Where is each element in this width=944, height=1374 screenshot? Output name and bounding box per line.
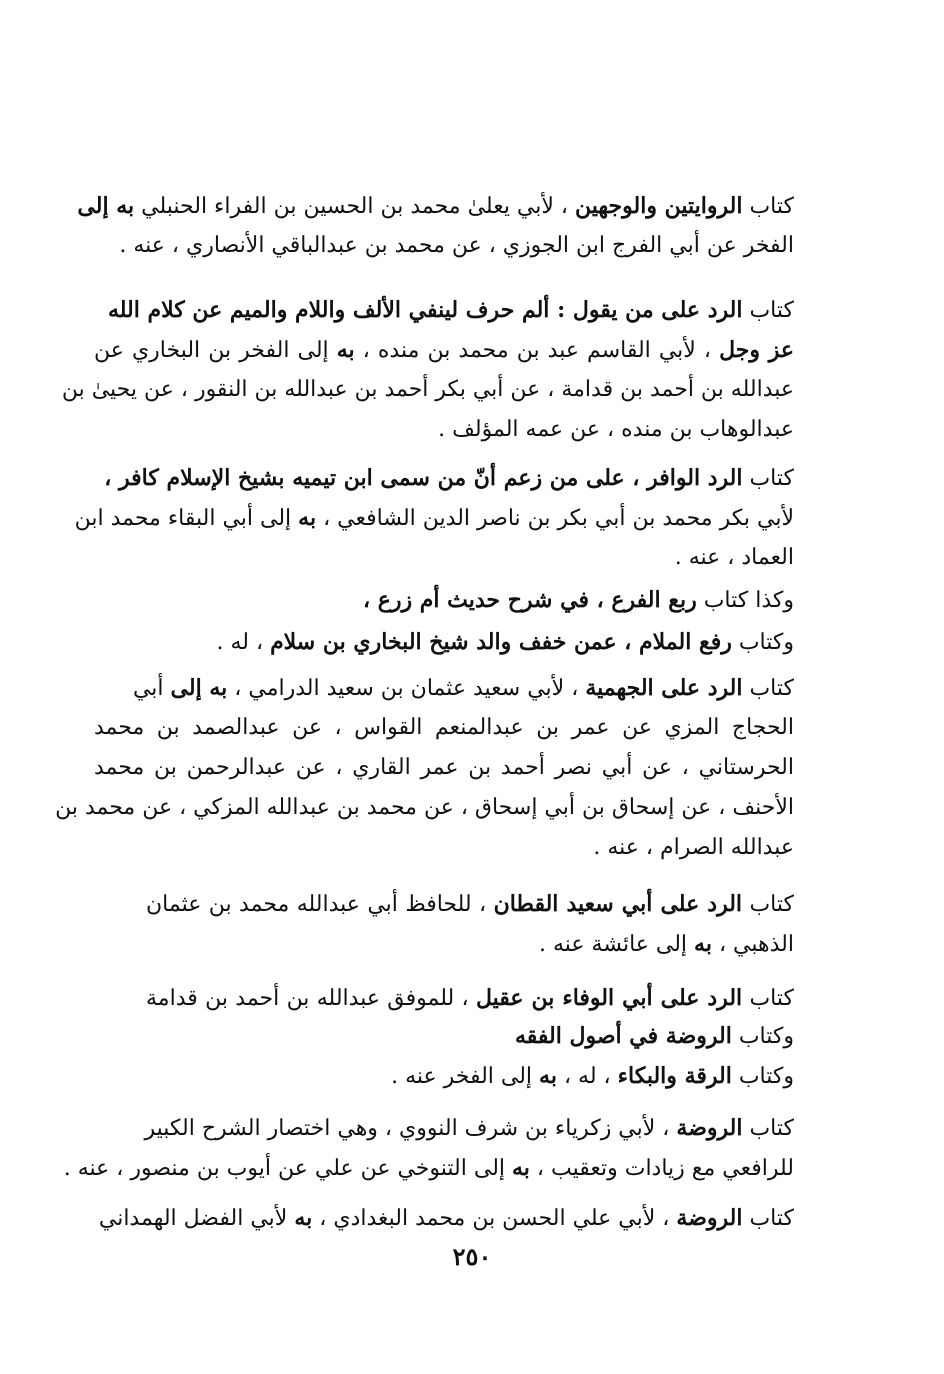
- bold-text-run: به: [512, 1155, 530, 1181]
- text-run: وكتاب: [731, 1064, 794, 1089]
- text-line: [146, 884, 794, 924]
- text-run: ، للحافظ أبي عبدالله محمد بن عثمان: [146, 892, 494, 917]
- text-line: [146, 1056, 794, 1096]
- text-line: [94, 330, 794, 370]
- text-run: أبي: [132, 676, 171, 701]
- text-run: عبدالوهاب بن منده ، عن عمه المؤلف .: [438, 417, 794, 442]
- text-run: كتاب: [742, 466, 794, 491]
- bold-text-run: به: [336, 337, 355, 363]
- text-run: وكتاب: [731, 630, 794, 655]
- text-run: كتاب: [742, 1116, 794, 1141]
- text-run: كتاب: [742, 676, 794, 701]
- bold-text-run: الروضة: [676, 1115, 743, 1141]
- text-run: كتاب: [742, 986, 794, 1011]
- text-run: الحرستاني ، عن أبي نصر أحمد بن عمر القاري ، عن عبدالرحمن بن محمد: [94, 755, 794, 780]
- text-line: [94, 924, 794, 964]
- text-line: [55, 788, 794, 828]
- text-run: إلى أبي البقاء محمد ابن: [74, 506, 299, 531]
- text-line: [94, 410, 794, 450]
- text-line: [98, 1198, 794, 1238]
- text-line: [63, 1148, 794, 1188]
- text-run: إلى التنوخي عن علي عن أيوب بن منصور ، عنه .: [63, 1156, 512, 1181]
- bold-text-run: الرد على أبي الوفاء بن عقيل: [475, 985, 743, 1011]
- page-number: ٢٥٠: [452, 1242, 492, 1271]
- text-run: وكذا كتاب: [696, 588, 794, 613]
- text-run: الذهبي ،: [711, 932, 794, 957]
- text-line: [94, 748, 794, 788]
- bold-text-run: به: [694, 931, 712, 957]
- bold-text-run: الروضة: [676, 1205, 743, 1231]
- text-line: [146, 622, 794, 662]
- text-run: كتاب: [742, 298, 794, 323]
- text-run: وكتاب: [731, 1024, 794, 1049]
- text-line: [104, 458, 794, 498]
- text-line: [132, 668, 794, 708]
- text-line: [94, 226, 794, 266]
- bold-text-run: الروايتين والوجهين: [575, 193, 743, 219]
- bold-text-run: عز وجل: [719, 337, 794, 363]
- text-line: [146, 580, 794, 620]
- text-run: ، لأبي زكرياء بن شرف النووي ، وهي اختصار الشرح الكبير: [144, 1116, 677, 1141]
- text-line: [146, 1016, 794, 1056]
- text-line: [146, 1108, 794, 1148]
- bold-text-run: الرد على الجهمية: [585, 675, 743, 701]
- text-line: [94, 538, 794, 578]
- bold-text-run: به: [539, 1063, 557, 1089]
- text-run: إلى عائشة عنه .: [538, 932, 695, 957]
- text-line: [61, 370, 794, 410]
- bold-text-run: به: [294, 1205, 313, 1231]
- text-run: ، لأبي يعلىٰ محمد بن الحسين بن الفراء الحنبلي: [134, 194, 576, 219]
- text-run: كتاب: [742, 1206, 794, 1231]
- text-run: إلى الفخر بن البخاري عن: [94, 338, 337, 363]
- bold-text-run: الرد على من يقول : ألم حرف لينفي الألف واللام والميم عن كلام الله: [107, 297, 743, 323]
- bold-text-run: به: [298, 505, 317, 531]
- text-run: الفخر عن أبي الفرج ابن الجوزي ، عن محمد بن عبدالباقي الأنصاري ، عنه .: [119, 233, 794, 258]
- bold-text-run: الرد الوافر ، على من زعم أنّ من سمى ابن تيميه بشيخ الإسلام كافر ،: [104, 465, 743, 491]
- text-run: ، لأبي سعيد عثمان بن سعيد الدرامي ،: [227, 676, 586, 701]
- text-run: لأبي الفضل الهمداني: [98, 1206, 295, 1231]
- bold-text-run: رفع الملام ، عمن خفف والد شيخ البخاري بن سلام: [270, 629, 732, 655]
- bold-text-run: به إلى: [170, 675, 228, 701]
- text-run: للرافعي مع زيادات وتعقيب ،: [529, 1156, 794, 1181]
- text-line: [77, 186, 794, 226]
- text-line: [74, 498, 794, 538]
- bold-text-run: الروضة في أصول الفقه: [514, 1023, 732, 1049]
- text-line: [146, 978, 794, 1018]
- text-run: عبدالله الصرام ، عنه .: [593, 835, 794, 860]
- text-run: عبدالله بن أحمد بن قدامة ، عن أبي بكر أحمد بن عبدالله بن النقور ، عن يحيىٰ بن: [61, 377, 794, 402]
- bold-text-run: ربع الفرع ، في شرح حديث أم زرع ،: [362, 587, 697, 613]
- text-run: ، للموفق عبدالله بن أحمد بن قدامة: [146, 986, 476, 1011]
- text-line: [94, 828, 794, 868]
- text-run: كتاب: [742, 194, 794, 219]
- text-run: ، لأبي علي الحسن بن محمد البغدادي ،: [312, 1206, 677, 1231]
- bold-text-run: الرد على أبي سعيد القطان: [493, 891, 743, 917]
- text-run: ، له ،: [556, 1064, 618, 1089]
- text-run: لأبي بكر محمد بن أبي بكر بن ناصر الدين الشافعي ،: [316, 506, 794, 531]
- text-line: [94, 708, 794, 748]
- bold-text-run: الرقة والبكاء: [617, 1063, 732, 1089]
- text-run: العماد ، عنه .: [674, 545, 794, 570]
- text-run: ، له .: [216, 630, 271, 655]
- text-run: الأحنف ، عن إسحاق بن أبي إسحاق ، عن محمد بن عبدالله المزكي ، عن محمد بن: [55, 795, 794, 820]
- text-line: [107, 290, 794, 330]
- text-run: إلى الفخر عنه .: [391, 1064, 540, 1089]
- text-run: كتاب: [742, 892, 794, 917]
- text-run: ، لأبي القاسم عبد بن محمد بن منده ،: [354, 338, 720, 363]
- bold-text-run: به إلى: [77, 193, 135, 219]
- text-run: الحجاج المزي عن عمر بن عبدالمنعم القواس ، عن عبدالصمد بن محمد: [94, 715, 794, 740]
